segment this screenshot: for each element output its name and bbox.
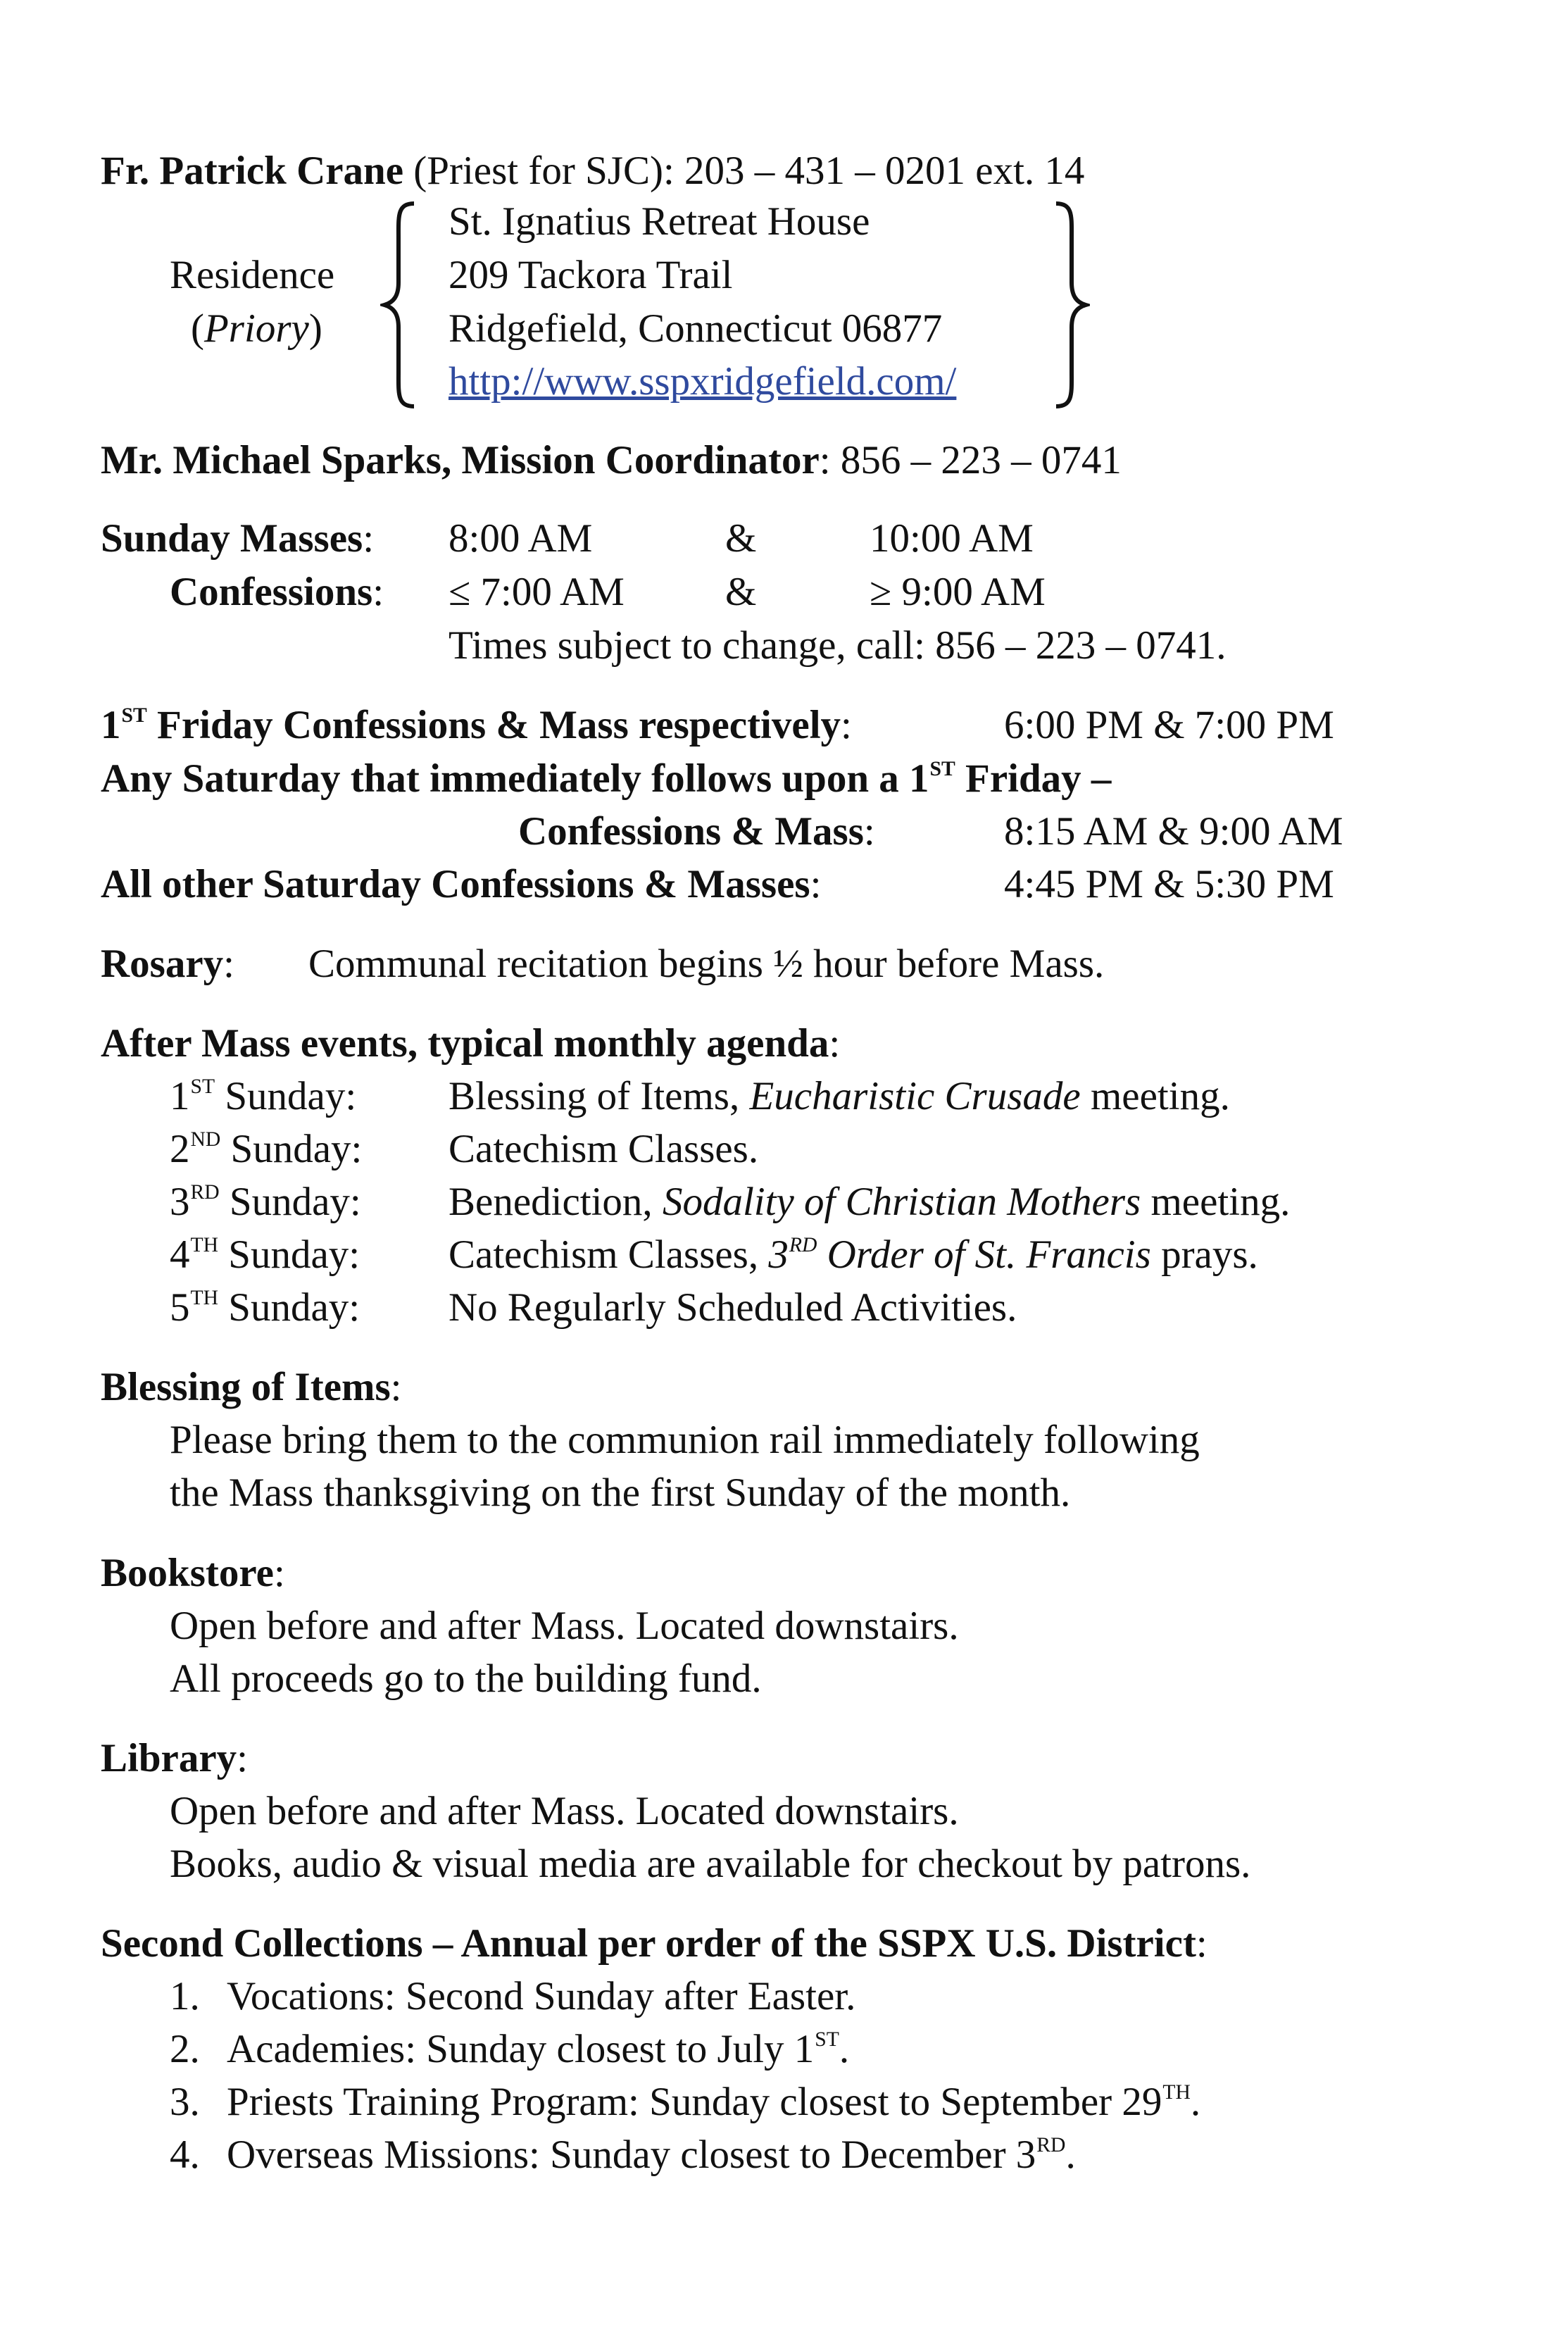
- agenda-event-2: Catechism Classes.: [449, 1127, 759, 1171]
- library-line-1: Open before and after Mass. Located downstairs.: [170, 1789, 959, 1833]
- confessions-label: Confessions:: [170, 570, 384, 614]
- bookstore-heading: Bookstore:: [101, 1551, 285, 1595]
- residence-url-line: [449, 359, 957, 404]
- collection-text-1: Vocations: Second Sunday after Easter.: [227, 1974, 856, 2018]
- saturday-after-friday-times: 8:15 AM & 9:00 AM: [1004, 809, 1343, 854]
- library-heading: Library:: [101, 1736, 248, 1780]
- saturday-other-label: All other Saturday Confessions & Masses:: [101, 862, 822, 906]
- left-brace-icon: [380, 199, 420, 411]
- residence-sublabel: (Priory): [191, 306, 322, 351]
- sunday-mass-amp: &: [725, 516, 757, 561]
- saturday-other-times: 4:45 PM & 5:30 PM: [1004, 862, 1334, 906]
- bookstore-line-1: Open before and after Mass. Located downstairs.: [170, 1604, 959, 1648]
- sunday-mass-1: 8:00 AM: [449, 516, 593, 561]
- priest-role: (Priest for SJC):: [413, 149, 675, 193]
- after-mass-heading: After Mass events, typical monthly agenda:: [101, 1021, 841, 1066]
- collection-text-2: Academies: Sunday closest to July 1ST.: [227, 2027, 850, 2071]
- first-friday-times: 6:00 PM & 7:00 PM: [1004, 703, 1334, 747]
- priest-phone: 203 – 431 – 0201: [684, 149, 966, 193]
- residence-label: Residence: [170, 253, 335, 297]
- collection-item-3: 3.: [170, 2080, 200, 2124]
- collection-item-1: 1.: [170, 1974, 200, 2018]
- saturday-after-friday-label: Any Saturday that immediately follows upon a 1ST Friday –: [101, 756, 1112, 801]
- rosary-label: Rosary:: [101, 942, 234, 986]
- residence-line-2: 209 Tackora Trail: [449, 253, 733, 297]
- sunday-masses-label: Sunday Masses:: [101, 516, 375, 561]
- collection-item-2: 2.: [170, 2027, 200, 2071]
- confession-1: ≤ 7:00 AM: [449, 570, 625, 614]
- agenda-event-5: No Regularly Scheduled Activities.: [449, 1285, 1017, 1330]
- agenda-event-4: Catechism Classes, 3RD Order of St. Francis prays.: [449, 1232, 1258, 1277]
- rosary-text: Communal recitation begins ½ hour before Mass.: [308, 942, 1105, 986]
- blessing-line-2: the Mass thanksgiving on the first Sunday of the month.: [170, 1471, 1071, 1515]
- times-note: Times subject to change, call: 856 – 223 – 0741.: [449, 623, 1227, 668]
- residence-line-3: Ridgefield, Connecticut 06877: [449, 306, 943, 351]
- coordinator-phone: 856 – 223 – 0741: [840, 438, 1122, 482]
- agenda-event-3: Benediction, Sodality of Christian Mothers meeting.: [449, 1180, 1291, 1224]
- confession-amp: &: [725, 570, 757, 614]
- agenda-event-1: Blessing of Items, Eucharistic Crusade meeting.: [449, 1074, 1230, 1118]
- priest-name: Fr. Patrick Crane: [101, 149, 404, 193]
- collection-text-3: Priests Training Program: Sunday closest to September 29TH.: [227, 2080, 1201, 2124]
- agenda-day-3: 3RD Sunday:: [170, 1180, 361, 1224]
- collection-item-4: 4.: [170, 2133, 200, 2177]
- website-link[interactable]: http://www.sspxridgefield.com/: [449, 359, 957, 404]
- agenda-day-5: 5TH Sunday:: [170, 1285, 360, 1330]
- blessing-line-1: Please bring them to the communion rail immediately following: [170, 1418, 1200, 1462]
- saturday-after-friday-label-2: Confessions & Mass:: [518, 809, 875, 854]
- blessing-heading: Blessing of Items:: [101, 1365, 402, 1409]
- coordinator-line: Mr. Michael Sparks, Mission Coordinator: 856 – 223 – 0741: [101, 438, 1122, 482]
- priest-line: [101, 151, 1084, 191]
- priest-ext: ext. 14: [975, 149, 1085, 193]
- coordinator-name: Mr. Michael Sparks, Mission Coordinator: [101, 438, 820, 482]
- agenda-day-2: 2ND Sunday:: [170, 1127, 363, 1171]
- sunday-mass-2: 10:00 AM: [870, 516, 1034, 561]
- right-brace-icon: [1050, 199, 1090, 411]
- residence-line-1: St. Ignatius Retreat House: [449, 199, 870, 244]
- bookstore-line-2: All proceeds go to the building fund.: [170, 1656, 762, 1701]
- library-line-2: Books, audio & visual media are available for checkout by patrons.: [170, 1842, 1251, 1886]
- confession-2: ≥ 9:00 AM: [870, 570, 1046, 614]
- agenda-day-1: 1ST Sunday:: [170, 1074, 357, 1118]
- agenda-day-4: 4TH Sunday:: [170, 1232, 360, 1277]
- collections-heading: Second Collections – Annual per order of the SSPX U.S. District:: [101, 1921, 1208, 1966]
- first-friday-label: 1ST Friday Confessions & Mass respectively:: [101, 703, 852, 747]
- collection-text-4: Overseas Missions: Sunday closest to December 3RD.: [227, 2133, 1076, 2177]
